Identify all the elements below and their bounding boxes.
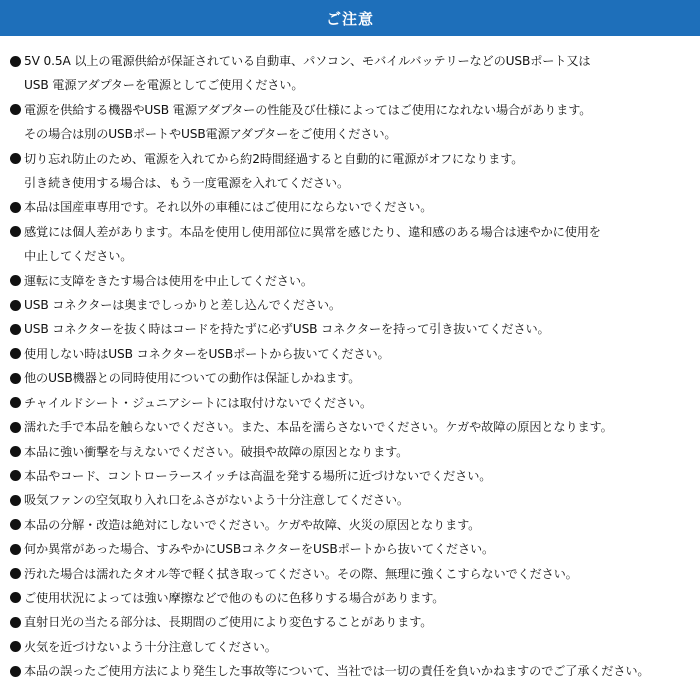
- list-item-text: [24, 586, 444, 610]
- list-item-text: [24, 488, 409, 512]
- list-item-line: ご使用状況によっては強い摩擦などで他のものに色移りする場合があります。: [24, 590, 445, 605]
- list-item-text: [24, 366, 360, 390]
- bullet-icon: [10, 617, 21, 628]
- list-item: [10, 610, 698, 634]
- list-item-line: 他のUSB機器との同時使用についての動作は保証しかねます。: [24, 371, 361, 386]
- bullet-icon: [10, 495, 21, 506]
- list-item: [10, 293, 698, 317]
- bullet-icon: [10, 104, 21, 115]
- bullet-icon: [10, 641, 21, 652]
- list-item: [10, 269, 698, 293]
- bullet-icon: [10, 202, 21, 213]
- list-item-text: [24, 464, 491, 488]
- list-item-text: [24, 537, 494, 561]
- list-item: [10, 464, 698, 488]
- list-item-line: 本品の誤ったご使用方法により発生した事故等について、当社では一切の責任を負いかねますのでご了承ください。: [24, 664, 650, 679]
- list-item: [10, 366, 698, 390]
- list-item-text: [24, 195, 432, 219]
- list-item-line: USB コネクターを抜く時はコードを持たずに必ずUSB コネクターを持って引き抜いてください。: [24, 322, 550, 337]
- list-item-line: 感覚には個人差があります。本品を使用し使用部位に異常を感じたり、違和感のある場合は速やかに使用を: [24, 224, 601, 239]
- bullet-icon: [10, 519, 21, 530]
- list-item-line: USB コネクターは奥までしっかりと差し込んでください。: [24, 298, 341, 313]
- list-item-line: 切り忘れ防止のため、電源を入れてから約2時間経過すると自動的に電源がオフになります。: [24, 151, 524, 166]
- list-item-text: [24, 98, 591, 147]
- bullet-icon: [10, 470, 21, 481]
- list-item-line: 何か異常があった場合、すみやかにUSBコネクターをUSBポートから抜いてください。: [24, 542, 495, 557]
- list-item-line: 本品の分解・改造は絶対にしないでください。ケガや故障、火災の原因となります。: [24, 517, 481, 532]
- list-item: [10, 391, 698, 415]
- list-item-text: [24, 317, 550, 341]
- list-item: [10, 98, 698, 147]
- list-item: [10, 147, 698, 196]
- bullet-icon: [10, 373, 21, 384]
- list-item-text: [24, 269, 313, 293]
- list-item: [10, 415, 698, 439]
- bullet-icon: [10, 446, 21, 457]
- bullet-icon: [10, 324, 21, 335]
- list-item-line: チャイルドシート・ジュニアシートには取付けないでください。: [24, 395, 372, 410]
- list-item-line: 吸気ファンの空気取り入れ口をふさがないよう十分注意してください。: [24, 493, 409, 508]
- list-item-line: 濡れた手で本品を触らないでください。また、本品を濡らさないでください。ケガや故障の原因となります。: [24, 420, 613, 435]
- list-item: [10, 513, 698, 537]
- list-item-line: 汚れた場合は濡れたタオル等で軽く拭き取ってください。その際、無理に強くこすらないでください。: [24, 566, 578, 581]
- list-item-line: 中止してください。: [24, 249, 133, 264]
- list-item-text: [24, 293, 341, 317]
- list-item-text: [24, 391, 372, 415]
- bullet-icon: [10, 348, 21, 359]
- list-item-text: [24, 415, 613, 439]
- list-item-text: [24, 513, 480, 537]
- list-item-line: 本品やコード、コントローラースイッチは高温を発する場所に近づけないでください。: [24, 468, 492, 483]
- list-item-line: USB 電源アダプターを電源としてご使用ください。: [24, 78, 304, 93]
- list-item: [10, 488, 698, 512]
- list-item-text: [24, 147, 523, 196]
- list-item-line: 電源を供給する機器やUSB 電源アダプターの性能及び仕様によってはご使用になれない場合があります。: [24, 102, 592, 117]
- bullet-icon: [10, 275, 21, 286]
- list-item-line: 本品に強い衝撃を与えないでください。破損や故障の原因となります。: [24, 444, 409, 459]
- list-item-line: 火気を近づけないよう十分注意してください。: [24, 639, 277, 654]
- list-item-text: [24, 49, 590, 98]
- bullet-icon: [10, 226, 21, 237]
- list-item: [10, 49, 698, 98]
- list-item: [10, 586, 698, 610]
- list-item: [10, 635, 698, 659]
- list-item-text: [24, 220, 601, 269]
- list-item: [10, 440, 698, 464]
- list-item-text: [24, 562, 578, 586]
- list-item-text: [24, 610, 432, 634]
- notice-list: [10, 49, 698, 684]
- list-item-line: 使用しない時はUSB コネクターをUSBポートから抜いてください。: [24, 346, 390, 361]
- list-item-line: 運転に支障をきたす場合は使用を中止してください。: [24, 273, 313, 288]
- header-bar: [0, 0, 700, 36]
- bullet-icon: [10, 544, 21, 555]
- list-item-line: 引き続き使用する場合は、もう一度電源を入れてください。: [24, 176, 350, 191]
- bullet-icon: [10, 300, 21, 311]
- bullet-icon: [10, 666, 21, 677]
- list-item: [10, 195, 698, 219]
- list-item: [10, 659, 698, 683]
- bullet-icon: [10, 568, 21, 579]
- list-item: [10, 342, 698, 366]
- bullet-icon: [10, 397, 21, 408]
- list-item-text: [24, 635, 277, 659]
- list-item-text: [24, 342, 390, 366]
- list-item-line: その場合は別のUSBポートやUSB電源アダプターをご使用ください。: [24, 127, 397, 142]
- list-item: [10, 317, 698, 341]
- list-item: [10, 562, 698, 586]
- bullet-icon: [10, 592, 21, 603]
- bullet-icon: [10, 153, 21, 164]
- list-item: [10, 220, 698, 269]
- bullet-icon: [10, 422, 21, 433]
- list-item-text: [24, 659, 649, 683]
- list-item-text: [24, 440, 408, 464]
- list-item-line: 直射日光の当たる部分は、長期間のご使用により変色することがあります。: [24, 615, 433, 630]
- bullet-icon: [10, 56, 21, 67]
- page-title: ご注意: [325, 9, 374, 28]
- list-item-line: 5V 0.5A 以上の電源供給が保証されている自動車、パソコン、モバイルバッテリーなどのUSBポート又は: [24, 54, 591, 68]
- list-item: [10, 537, 698, 561]
- list-item-line: 本品は国産車専用です。それ以外の車種にはご使用にならないでください。: [24, 200, 433, 215]
